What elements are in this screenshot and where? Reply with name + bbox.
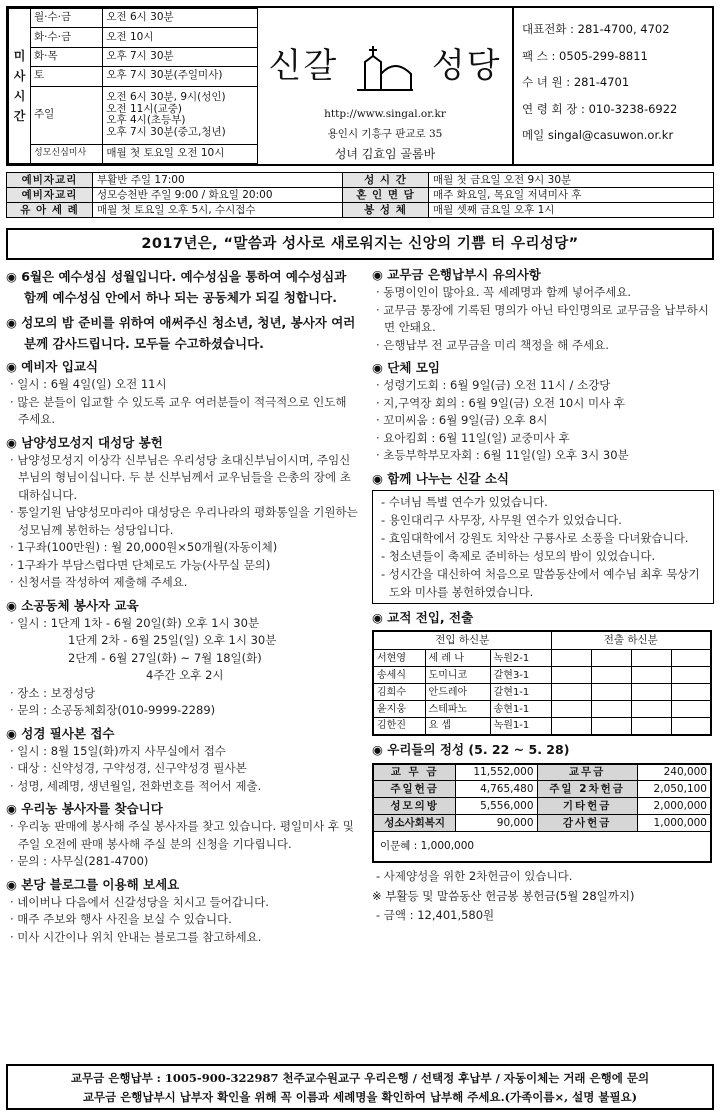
section-offering — [372, 741, 714, 863]
mass-day: 화·목 — [31, 47, 103, 66]
section-transfer — [372, 609, 714, 736]
service-value: 매월 셋째 금요일 오후 1시 — [429, 203, 714, 218]
list-item: · 일시 : 1단계 1차 - 6월 20일(화) 오후 1시 30분 — [10, 615, 260, 630]
offering-extra: 이문혜 : 1,000,000 — [373, 832, 711, 862]
services-table — [6, 172, 714, 218]
section-title: ◉ 우리농 봉사자를 찾습니다 — [6, 801, 163, 816]
table-row: 성모의방 5,556,000 기타헌금 2,000,000 — [373, 798, 711, 815]
list-item: - 성시간을 대신하여 처음으로 말씀동산에서 예수님 최후 묵상기도와 미사를 봉헌하였습니다. — [381, 566, 700, 599]
list-item: · 문의 : 소공동체회장(010-9999-2289) — [10, 703, 216, 717]
list-item: · 통일기원 남양성모마리아 대성당은 우리나라의 평화통일을 기원하는 성모님께 봉헌하는 성당입니다. — [10, 505, 358, 537]
mass-day: 주일 — [31, 86, 103, 144]
section-community-training — [6, 597, 358, 720]
left-column — [6, 266, 358, 951]
section-news — [372, 470, 714, 604]
list-item: · 성명, 세례명, 생년월일, 전화번호를 적어서 제출. — [10, 778, 262, 793]
year-theme: 2017년은, “말씀과 성사로 새로워지는 신앙의 기쁨 터 우리성당” — [6, 228, 714, 260]
transfer-table — [372, 630, 712, 736]
footer-line: 교무금 은행납부시 납부자 확인을 위해 꼭 이름과 세례명을 확인하여 납부해 주세요.(가족이름×, 설명 불필요) — [82, 1090, 638, 1104]
church-address: 용인시 기흥구 판교로 35 — [327, 128, 443, 140]
mass-side-label: 미 사 시 간 — [9, 9, 31, 164]
list-item: - 수녀님 특별 연수가 있었습니다. — [381, 494, 548, 509]
list-item: 1단계 2차 - 6월 25일(일) 오후 1시 30분 — [68, 633, 277, 647]
section-title: ◉ 성경 필사본 접수 — [6, 725, 115, 741]
section-bible-copy — [6, 725, 358, 796]
church-logo-block — [258, 8, 512, 164]
list-item: - 용인대리구 사무장, 사무원 연수가 있었습니다. — [381, 512, 622, 527]
mass-time: 오전 6시 30분 — [103, 9, 258, 28]
section-title: ◉ 교적 전입, 전출 — [372, 609, 474, 625]
list-item: · 장소 : 보정성당 — [10, 685, 96, 700]
section-title: ◉ 본당 블로그를 이용해 보세요 — [6, 876, 180, 892]
list-item: · 동명이인이 많아요. 꼭 세례명과 함께 넣어주세요. — [376, 285, 632, 299]
list-item: 4주간 오후 2시 — [146, 668, 224, 682]
footer-bank-info — [6, 1064, 714, 1110]
church-building-icon — [355, 44, 415, 92]
service-value: 성모승천반 주일 9:00 / 화요일 20:00 — [93, 188, 343, 203]
church-name: 신갈 성당 — [258, 38, 512, 92]
table-row: 성소사회복지 90,000 감사헌금 1,000,000 — [373, 815, 711, 832]
section-meetings — [372, 359, 714, 465]
service-value: 매월 첫 토요일 오후 5시, 수시접수 — [93, 203, 343, 218]
news-box — [372, 490, 714, 604]
section-catechumen — [6, 358, 358, 429]
section-title: ◉ 함께 나누는 신갈 소식 — [372, 470, 509, 486]
footer-line: 교무금 은행납부 : 1005-900-322987 천주교수원교구 우리은행 / 선택정 후납부 / 자동이체는 거래 은행에 문의 — [70, 1071, 650, 1085]
service-label: 예비자교리 — [7, 188, 93, 203]
easter-offering-amount: - 금액 : 12,401,580원 — [376, 908, 495, 922]
list-item: · 우리농 판매에 봉사해 주실 봉사자를 찾고 있습니다. 평일미사 후 및 주일 오전에 판매 봉사해 주실 분의 신청을 기다립니다. — [10, 819, 354, 851]
notice-sacred-heart: ◉ 6월은 예수성심 성월입니다. 예수성심을 통하여 예수성심과 함께 예수성심 안에서 하나 되는 공동체가 되길 청합니다. — [6, 269, 347, 305]
list-item: · 초등부학부모자회 : 6월 11일(일) 오후 3시 30분 — [376, 448, 629, 462]
mass-day: 화·수·금 — [31, 28, 103, 47]
mass-day: 성모신심미사 — [31, 144, 103, 163]
service-row — [7, 173, 714, 188]
contact-funeral: 연 령 회 장 : 010-3238-6922 — [522, 101, 678, 116]
mass-time: 오후 7시 30분(주일미사) — [103, 66, 258, 86]
church-patron: 성녀 김효임 골롬바 — [334, 147, 436, 161]
service-label: 혼 인 면 담 — [343, 188, 429, 203]
section-title: ◉ 단체 모임 — [372, 360, 440, 375]
table-row: 윤지웅 스테파노 송현1-1 — [373, 701, 711, 718]
list-item: · 1구좌가 부담스럽다면 단체로도 가능(사무실 문의) — [10, 557, 271, 572]
service-value: 매월 첫 금요일 오전 9시 30분 — [429, 173, 714, 188]
section-title: ◉ 우리들의 정성 (5. 22 ~ 5. 28) — [372, 741, 570, 757]
transfer-out-header: 전출 하신분 — [551, 631, 711, 650]
church-url[interactable]: http://www.singal.or.kr — [324, 108, 446, 120]
section-bank-payment — [372, 266, 714, 354]
list-item: · 대상 : 신약성경, 구약성경, 신구약성경 필사본 — [10, 761, 247, 775]
list-item: · 요아킴회 : 6월 11일(일) 교중미사 후 — [376, 430, 570, 445]
list-item: · 매주 주보와 행사 사진을 보실 수 있습니다. — [10, 912, 232, 926]
service-label: 성 시 간 — [343, 173, 429, 188]
list-item: · 지,구역장 회의 : 6월 9일(금) 오전 10시 미사 후 — [376, 395, 625, 410]
service-label: 봉 성 체 — [343, 203, 429, 218]
list-item: · 문의 : 사무실(281-4700) — [10, 854, 149, 868]
section-blog — [6, 876, 358, 947]
list-item: · 미사 시간이나 위치 안내는 블로그를 참고하세요. — [10, 929, 262, 944]
notice-thanks: ◉ 성모의 밤 준비를 위하여 애써주신 청소년, 청년, 봉사자 여러분께 감사드립니다. 모두들 수고하셨습니다. — [6, 315, 356, 351]
list-item: · 성령기도회 : 6월 9일(금) 오전 11시 / 소강당 — [376, 378, 611, 392]
easter-offering-note: ※ 부활등 및 말씀동산 헌금봉 봉헌금(5월 28일까지) — [372, 889, 635, 903]
table-row: 서현영 세 레 나 녹원2-1 — [373, 650, 711, 667]
mass-schedule-table — [8, 8, 258, 164]
table-row: 주일헌금 4,765,480 주일 2차헌금 2,050,100 — [373, 781, 711, 798]
table-row: 김희수 안드레아 갈현1-1 — [373, 684, 711, 701]
service-label: 예비자교리 — [7, 173, 93, 188]
mass-day: 월·수·금 — [31, 9, 103, 28]
service-label: 유 아 세 례 — [7, 203, 93, 218]
mass-day: 토 — [31, 66, 103, 86]
contact-phone: 대표전화 : 281-4700, 4702 — [522, 22, 670, 36]
list-item: · 신청서를 작성하여 제출해 주세요. — [10, 575, 188, 589]
table-row: 교 무 금 11,552,000 교무금 240,000 — [373, 764, 711, 781]
table-row: 송세식 도미니코 갈현3-1 — [373, 667, 711, 684]
list-item: - 청소년들이 축제로 준비하는 성모의 밤이 있었습니다. — [381, 548, 656, 563]
section-namyang — [6, 434, 358, 592]
list-item: · 남양성모성지 이상각 신부님은 우리성당 초대신부님이시며, 주임신부님의 형님이십니다. 두 분 신부님께서 교우님들을 은총의 장에 초대하십니다. — [10, 452, 351, 502]
mass-time: 오후 7시 30분 — [103, 47, 258, 66]
offering-table — [372, 763, 712, 863]
list-item: 2단계 - 6월 27일(화) ~ 7월 18일(화) — [68, 650, 262, 665]
table-row: 김한진 요 셉 녹원1-1 — [373, 718, 711, 735]
section-title: ◉ 남양성모성지 대성당 봉헌 — [6, 434, 163, 450]
list-item: · 많은 분들이 입교할 수 있도록 교우 여러분들이 적극적으로 인도해 주세요. — [10, 394, 347, 426]
service-row — [7, 203, 714, 218]
list-item: · 1구좌(100만원) : 월 20,000원×50개월(자동이체) — [10, 540, 278, 554]
list-item: - 효임대학에서 강원도 치악산 구룡사로 소풍을 다녀왔습니다. — [381, 530, 689, 545]
sunday-times: 오전 6시 30분, 9시(성인) 오전 11시(교중) 오후 4시(초등부) 오후 7시 30분(중고,청년) — [103, 86, 258, 144]
list-item: · 네이버나 다음에서 신갈성당을 치시고 들어갑니다. — [10, 894, 269, 909]
service-value: 부활반 주일 17:00 — [93, 173, 343, 188]
mass-time: 오전 10시 — [103, 28, 258, 47]
offering-note: - 사제양성을 위한 2차헌금이 있습니다. — [376, 868, 573, 883]
contact-convent: 수 녀 원 : 281-4701 — [522, 75, 630, 89]
contact-info — [512, 8, 712, 164]
contact-email[interactable]: 메일 singal@casuwon.or.kr — [522, 128, 674, 142]
right-column — [372, 266, 714, 925]
service-row — [7, 188, 714, 203]
list-item: · 꼬미씨움 : 6월 9일(금) 오후 8시 — [376, 413, 548, 427]
list-item: · 일시 : 6월 4일(일) 오전 11시 — [10, 377, 167, 391]
section-title: ◉ 교무금 은행납부시 유의사항 — [372, 267, 541, 282]
transfer-in-header: 전입 하신분 — [373, 631, 551, 650]
section-title: ◉ 소공동체 봉사자 교육 — [6, 597, 139, 613]
list-item: · 일시 : 8월 15일(화)까지 사무실에서 접수 — [10, 743, 226, 758]
mass-time: 매월 첫 토요일 오전 10시 — [103, 144, 258, 163]
section-volunteers — [6, 800, 358, 871]
list-item: · 교무금 통장에 기록된 명의가 아닌 타인명의로 교무금을 납부하시면 안돼요. — [376, 302, 709, 334]
contact-fax: 팩 스 : 0505-299-8811 — [522, 48, 648, 63]
section-title: ◉ 예비자 입교식 — [6, 359, 99, 374]
service-value: 매주 화요일, 목요일 저녁미사 후 — [429, 188, 714, 203]
list-item: · 은행납부 전 교무금을 미리 책정을 해 주세요. — [376, 337, 609, 352]
